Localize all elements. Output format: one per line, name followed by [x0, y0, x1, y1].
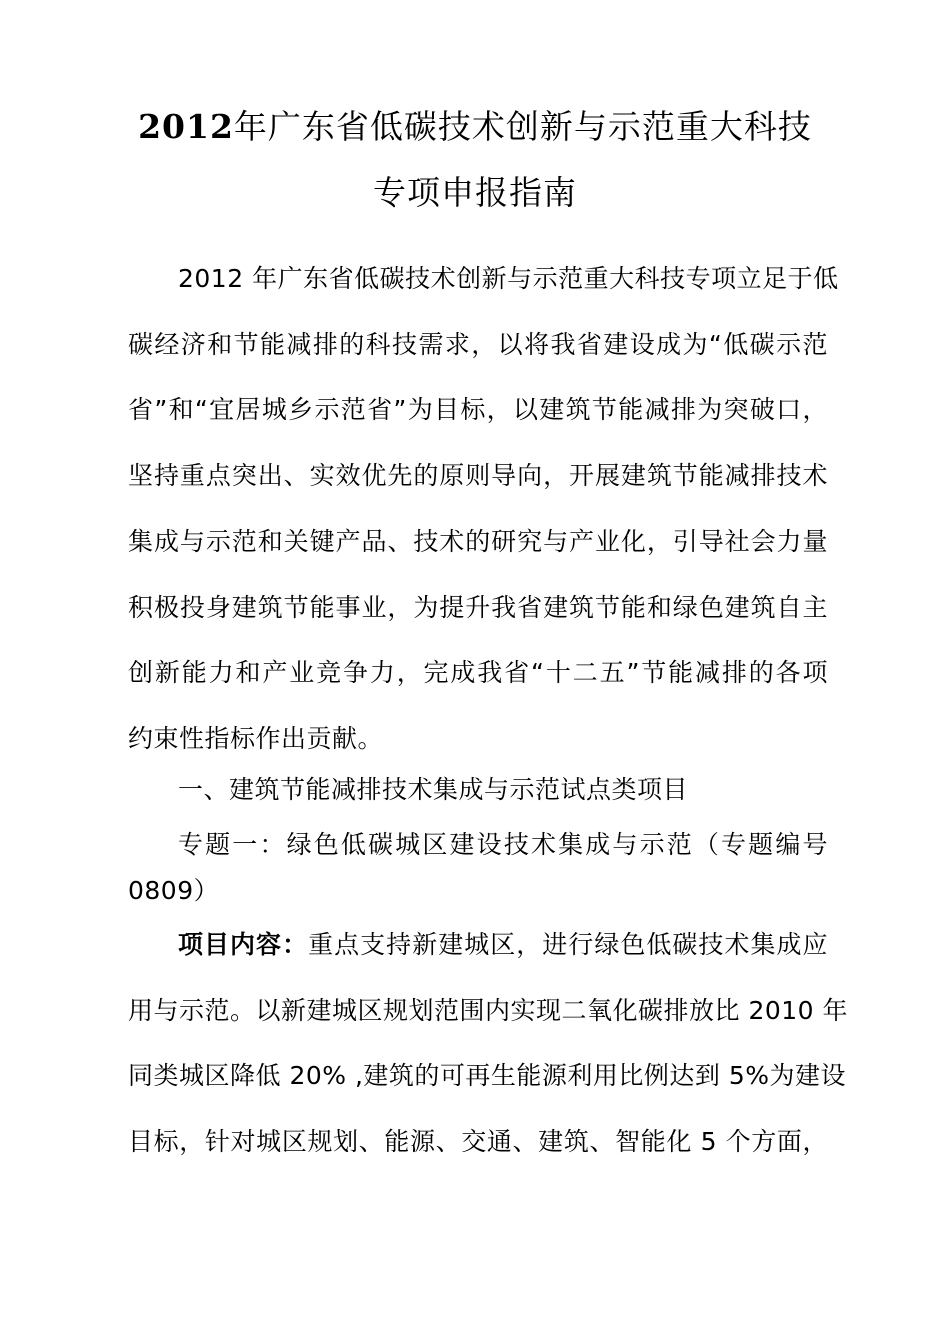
paragraph-line	[128, 912, 828, 978]
content-paragraph	[128, 912, 849, 1175]
title-year: 2012	[138, 107, 234, 146]
topic-code: 0809）	[128, 876, 220, 905]
paragraph-line: 约束性指标作出贡献。	[128, 723, 384, 753]
topic-heading	[128, 822, 828, 914]
paragraph-line: 碳经济和节能减排的科技需求，以将我省建设成为“低碳示范	[128, 329, 828, 359]
paragraph-line: 集成与示范和关键产品、技术的研究与产业化，引导社会力量	[128, 526, 828, 556]
paragraph-line: 目标，针对城区规划、能源、交通、建筑、智能化 5 个方面，	[128, 1127, 828, 1157]
title-line-2: 专项申报指南	[373, 173, 577, 212]
paragraph-line: 用与示范。以新建城区规划范围内实现二氧化碳排放比 2010 年	[128, 995, 849, 1025]
paragraph-line: 同类城区降低 20% ,建筑的可再生能源利用比例达到 5%为建设	[128, 1061, 847, 1091]
paragraph-line: 创新能力和产业竞争力，完成我省“十二五”节能减排的各项	[128, 658, 828, 688]
document-title	[100, 94, 850, 226]
title-line-1	[100, 94, 850, 160]
content-label: 项目内容：	[178, 930, 309, 959]
intro-paragraph	[128, 246, 839, 772]
paragraph-line: 积极投身建筑节能事业，为提升我省建筑节能和绿色建筑自主	[128, 592, 828, 622]
section-heading: 一、建筑节能减排技术集成与示范试点类项目	[178, 775, 689, 804]
paragraph-line: 坚持重点突出、实效优先的原则导向，开展建筑节能减排技术	[128, 461, 828, 491]
paragraph-line: 省”和“宜居城乡示范省”为目标，以建筑节能减排为突破口，	[128, 395, 828, 425]
paragraph-line: 2012 年广东省低碳技术创新与示范重大科技专项立足于低	[178, 264, 839, 293]
topic-line: 专题一：绿色低碳城区建设技术集成与示范（专题编号	[178, 830, 828, 859]
content-first-text: 重点支持新建城区，进行绿色低碳技术集成应	[308, 930, 828, 959]
title-text: 年广东省低碳技术创新与示范重大科技	[233, 107, 812, 146]
